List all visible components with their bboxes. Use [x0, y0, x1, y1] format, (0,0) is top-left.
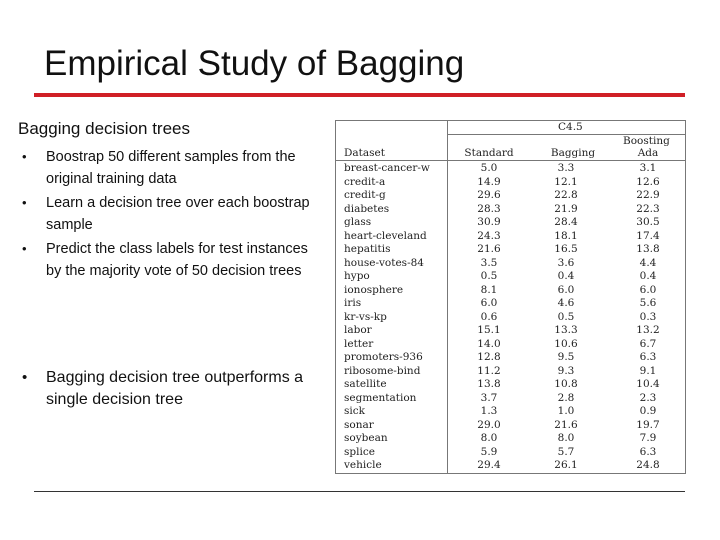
value-cell: 5.9	[480, 445, 498, 458]
results-table	[335, 120, 686, 474]
col-header-standard: Standard	[464, 147, 514, 159]
value-cell: 7.9	[639, 432, 657, 444]
value-cell: 6.7	[639, 337, 657, 350]
value-cell: 13.2	[636, 324, 660, 336]
table-row	[336, 432, 685, 446]
dataset-cell: hypo	[344, 270, 370, 282]
value-cell: 8.0	[557, 432, 575, 444]
table-row	[336, 243, 685, 257]
value-cell: 0.9	[639, 405, 657, 417]
value-cell: 26.1	[554, 459, 578, 471]
value-cell: 28.4	[554, 216, 578, 228]
value-cell: 28.3	[477, 202, 501, 215]
table-row	[336, 257, 685, 271]
value-cell: 9.1	[639, 364, 657, 377]
table-row	[336, 189, 685, 203]
value-cell: 24.3	[477, 229, 501, 242]
boosting-header: Boosting	[623, 135, 670, 147]
table-row	[336, 446, 685, 460]
value-cell: 0.4	[639, 270, 657, 282]
dataset-cell: credit-g	[344, 189, 386, 201]
dataset-cell: heart-cleveland	[344, 229, 427, 242]
value-cell: 21.6	[477, 243, 501, 255]
value-cell: 15.1	[477, 324, 501, 336]
table-row	[336, 419, 685, 433]
results-table-body	[336, 121, 685, 473]
table-row	[336, 378, 685, 392]
table-row	[336, 405, 685, 419]
value-cell: 14.0	[477, 337, 501, 350]
value-cell: 6.0	[557, 283, 575, 296]
value-cell: 1.0	[557, 405, 575, 417]
dataset-cell: satellite	[344, 378, 387, 390]
value-cell: 8.0	[480, 432, 498, 444]
value-cell: 10.6	[554, 337, 578, 350]
table-row	[336, 459, 685, 473]
dataset-cell: labor	[344, 324, 372, 336]
value-cell: 0.5	[557, 310, 575, 323]
table-row	[336, 284, 685, 298]
dataset-cell: hepatitis	[344, 243, 391, 255]
value-cell: 21.6	[554, 418, 578, 431]
table-row	[336, 230, 685, 244]
value-cell: 21.9	[554, 202, 578, 215]
value-cell: 14.9	[477, 175, 501, 188]
section-heading: Bagging decision trees	[18, 119, 191, 138]
value-cell: 12.1	[554, 175, 578, 188]
value-cell: 29.4	[477, 459, 501, 471]
dataset-cell: splice	[344, 445, 375, 458]
dataset-cell: ribosome-bind	[344, 364, 421, 377]
value-cell: 10.4	[636, 378, 660, 390]
table-row	[336, 311, 685, 325]
value-cell: 3.3	[557, 162, 575, 174]
col-header-dataset: Dataset	[344, 147, 385, 159]
value-cell: 4.4	[639, 256, 657, 269]
value-cell: 30.9	[477, 216, 501, 228]
table-row	[336, 270, 685, 284]
value-cell: 2.8	[557, 391, 575, 404]
group-header-c45: C4.5	[558, 121, 583, 133]
value-cell: 30.5	[636, 216, 660, 228]
title-underline	[34, 93, 685, 97]
value-cell: 5.7	[557, 445, 575, 458]
dataset-cell: breast-cancer-w	[344, 162, 430, 174]
value-cell: 5.0	[480, 162, 498, 174]
value-cell: 24.8	[636, 459, 660, 471]
dataset-cell: promoters-936	[344, 351, 423, 363]
col-header-ada: Ada	[637, 147, 659, 159]
value-cell: 11.2	[477, 364, 501, 377]
value-cell: 18.1	[554, 229, 578, 242]
table-row	[336, 324, 685, 338]
value-cell: 19.7	[636, 418, 660, 431]
conclusion-list	[20, 367, 330, 411]
value-cell: 29.6	[477, 189, 501, 201]
value-cell: 29.0	[477, 418, 501, 431]
value-cell: 6.3	[639, 445, 657, 458]
dataset-cell: credit-a	[344, 175, 386, 188]
dataset-cell: sonar	[344, 418, 374, 431]
value-cell: 3.5	[480, 256, 498, 269]
value-cell: 8.1	[480, 283, 498, 296]
bullet-item: • Boostrap 50 different samples from the original training data	[20, 146, 320, 190]
dataset-cell: house-votes-84	[344, 256, 424, 269]
dataset-cell: kr-vs-kp	[344, 310, 387, 323]
value-cell: 6.0	[480, 297, 498, 309]
value-cell: 22.9	[636, 189, 660, 201]
dataset-cell: diabetes	[344, 202, 390, 215]
dataset-cell: segmentation	[344, 391, 417, 404]
dataset-cell: letter	[344, 337, 374, 350]
table-header-divider	[336, 160, 685, 161]
table-row	[336, 365, 685, 379]
value-cell: 3.1	[639, 162, 657, 174]
bullet-list	[20, 146, 320, 284]
table-row	[336, 392, 685, 406]
dataset-cell: ionosphere	[344, 283, 404, 296]
value-cell: 4.6	[557, 297, 575, 309]
dataset-cell: sick	[344, 405, 365, 417]
value-cell: 5.6	[639, 297, 657, 309]
dataset-cell: glass	[344, 216, 372, 228]
bottom-divider	[34, 491, 685, 492]
value-cell: 13.8	[477, 378, 501, 390]
value-cell: 6.3	[639, 351, 657, 363]
table-row	[336, 216, 685, 230]
value-cell: 1.3	[480, 405, 498, 417]
table-row	[336, 203, 685, 217]
table-row	[336, 338, 685, 352]
value-cell: 0.3	[639, 310, 657, 323]
value-cell: 22.3	[636, 202, 660, 215]
value-cell: 3.7	[480, 391, 498, 404]
value-cell: 12.8	[477, 351, 501, 363]
value-cell: 9.5	[557, 351, 575, 363]
conclusion-bullet: • Bagging decision tree outperforms a single decision tree	[20, 367, 330, 411]
col-header-bagging: Bagging	[550, 147, 596, 159]
bullet-item: • Learn a decision tree over each boostrap sample	[20, 192, 320, 236]
value-cell: 16.5	[554, 243, 578, 255]
dataset-cell: vehicle	[344, 459, 382, 471]
value-cell: 9.3	[557, 364, 575, 377]
value-cell: 0.4	[557, 270, 575, 282]
value-cell: 6.0	[639, 283, 657, 296]
value-cell: 10.8	[554, 378, 578, 390]
value-cell: 13.8	[636, 243, 660, 255]
dataset-cell: soybean	[344, 432, 388, 444]
value-cell: 22.8	[554, 189, 578, 201]
table-row	[336, 351, 685, 365]
value-cell: 17.4	[636, 229, 660, 242]
table-row	[336, 162, 685, 176]
value-cell: 3.6	[557, 256, 575, 269]
table-row	[336, 176, 685, 190]
slide-title: Empirical Study of Bagging	[44, 44, 465, 83]
value-cell: 0.5	[480, 270, 498, 282]
value-cell: 2.3	[639, 391, 657, 404]
value-cell: 13.3	[554, 324, 578, 336]
table-row	[336, 297, 685, 311]
value-cell: 0.6	[480, 310, 498, 323]
bullet-item: • Predict the class labels for test instances by the majority vote of 50 decision trees	[20, 238, 320, 282]
value-cell: 12.6	[636, 175, 660, 188]
dataset-cell: iris	[344, 297, 362, 309]
